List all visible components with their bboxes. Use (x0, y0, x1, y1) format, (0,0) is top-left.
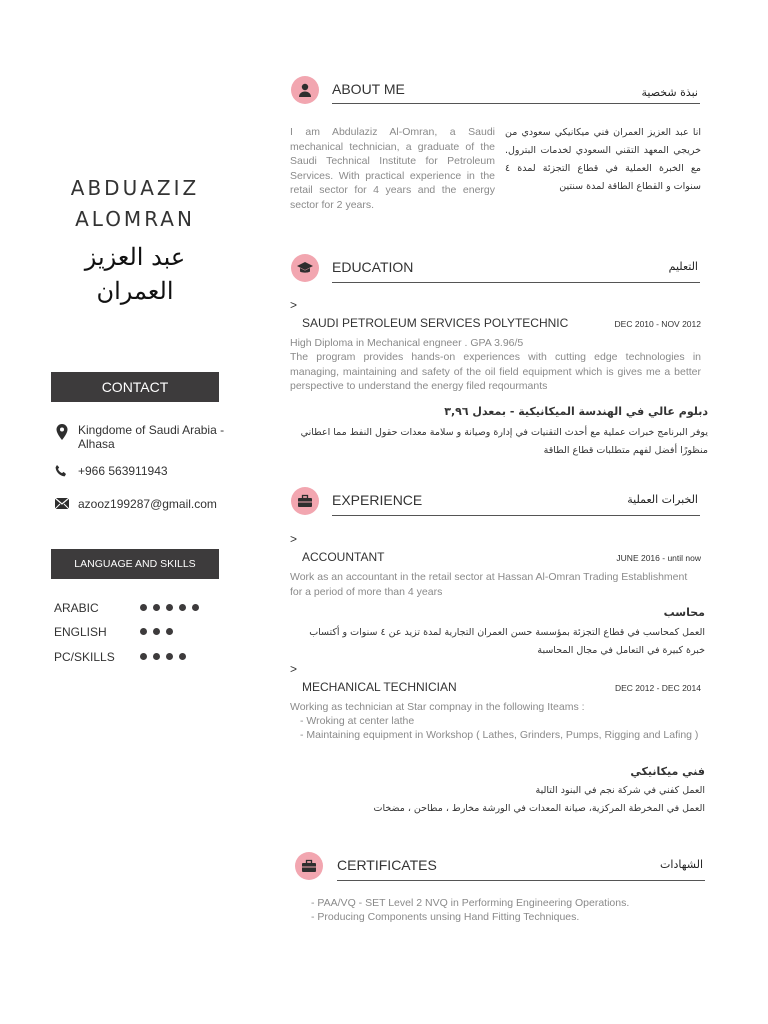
certificates-title: CERTIFICATES (337, 857, 437, 873)
job-desc-line: - Wroking at center lathe (300, 715, 415, 727)
contact-phone-text: +966 563911943 (78, 464, 168, 478)
skills-heading: LANGUAGE AND SKILLS (51, 549, 219, 579)
contact-email (54, 497, 229, 513)
certificate-item: - PAA/VQ - SET Level 2 NVQ in Performing Engineering Operations. (311, 897, 630, 909)
education-dates: DEC 2010 - NOV 2012 (614, 319, 701, 329)
education-degree: High Diploma in Mechanical engneer . GPA 3.96/5 (290, 337, 524, 349)
contact-phone (54, 464, 229, 480)
skill-level-arabic (140, 604, 199, 611)
certificate-item: - Producing Components unsing Hand Fitting Techniques. (311, 911, 580, 923)
education-desc: The program provides hands-on experiences with cutting edge technologies in managing, maintaining and safety of the oil field equipment which is gives me a better perspective to understand the energy filed reqourmants (290, 351, 701, 392)
job-dates: JUNE 2016 - until now (616, 553, 701, 563)
certificate-briefcase-icon (295, 852, 323, 880)
divider (332, 282, 700, 283)
graduation-cap-icon (291, 254, 319, 282)
name-first: ABDUAZIZ (70, 176, 200, 200)
job-desc: Work as an accountant in the retail sector at Hassan Al-Omran Trading Establishment for a period of more than 4 years (290, 571, 688, 598)
divider (337, 880, 705, 881)
person-icon (291, 76, 319, 104)
skill-level-pc (140, 653, 186, 660)
briefcase-icon (291, 487, 319, 515)
education-desc-ar: يوفر البرنامج خبرات عملية مع أحدث التقنيات في إدارة وصيانة و سلامة معدات حقول النفط مما اعطاني منظورًا أفضل لفهم متطلبات قطاع الطاقة (300, 427, 708, 456)
job-desc-ar-line: العمل كفني في شركة نجم في البنود التالية (535, 785, 705, 796)
skill-label: PC/SKILLS (54, 650, 115, 664)
bullet-arrow: > (290, 662, 298, 676)
skill-level-english (140, 628, 173, 635)
skill-label: ARABIC (54, 601, 99, 615)
contact-heading: CONTACT (51, 372, 219, 402)
job-dates: DEC 2012 - DEC 2014 (615, 683, 701, 693)
about-text-ar: انا عبد العزيز العمران فني ميكانيكي سعودي من خريجي المعهد التقني السعودي لخدمات البترول. مع الخبرة العملية في قطاع التجزئة لمدة ٤ سنوات و القطاع الطاقة لمدة سنتين (505, 127, 701, 192)
job-title: MECHANICAL TECHNICIAN (302, 680, 457, 694)
name-last: ALOMRAN (75, 207, 195, 231)
education-title: EDUCATION (332, 259, 414, 275)
name-arabic-line1: عبد العزيز (84, 243, 186, 271)
envelope-icon (54, 497, 70, 513)
divider (332, 103, 700, 104)
divider (332, 515, 700, 516)
job-desc-line: Working as technician at Star compnay in the following Iteams : (290, 701, 585, 713)
bullet-arrow: > (290, 298, 298, 312)
education-title-ar: التعليم (668, 260, 698, 273)
certificates-title-ar: الشهادات (660, 858, 703, 871)
job-title-ar: محاسب (663, 606, 705, 619)
phone-icon (54, 464, 70, 480)
location-pin-icon (54, 423, 70, 439)
contact-location (54, 423, 229, 451)
skill-label: ENGLISH (54, 625, 107, 639)
job-desc-ar-line: العمل في المخرطة المركزية، صيانة المعدات في الورشة مخارط ، مطاحن ، مضخات (373, 803, 705, 814)
experience-title-ar: الخبرات العملية (627, 493, 698, 506)
job-title: ACCOUNTANT (302, 550, 385, 564)
about-title: ABOUT ME (332, 81, 405, 97)
about-title-ar: نبذة شخصية (641, 86, 698, 99)
bullet-arrow: > (290, 532, 298, 546)
education-degree-ar: دبلوم عالي في الهندسة الميكانيكية - بمعدل ٣,٩٦ (444, 405, 708, 418)
name-arabic-line2: العمران (96, 277, 174, 305)
about-text-en: I am Abdulaziz Al-Omran, a Saudi mechanical technician, a graduate of the Saudi Technical Institute for Petroleum Services. With practical experience in the retail sector for 4 years and the energy sector for 2 years. (290, 126, 495, 211)
education-school: SAUDI PETROLEUM SERVICES POLYTECHNIC (302, 316, 569, 330)
job-title-ar: فني ميكانيكي (630, 765, 705, 778)
contact-location-text: Kingdome of Saudi Arabia - Alhasa (78, 423, 225, 451)
job-desc-line: - Maintaining equipment in Workshop ( Lathes, Grinders, Pumps, Rigging and Lafing ) (300, 729, 699, 741)
contact-email-text: azooz199287@gmail.com (78, 497, 217, 511)
job-desc-ar: العمل كمحاسب في قطاع التجزئة بمؤسسة حسن العمران التجارية لمدة تزيد عن ٤ سنوات و أكتساب خبرة كبيرة في التعامل في مجال المحاسبة (309, 627, 705, 656)
experience-title: EXPERIENCE (332, 492, 423, 508)
